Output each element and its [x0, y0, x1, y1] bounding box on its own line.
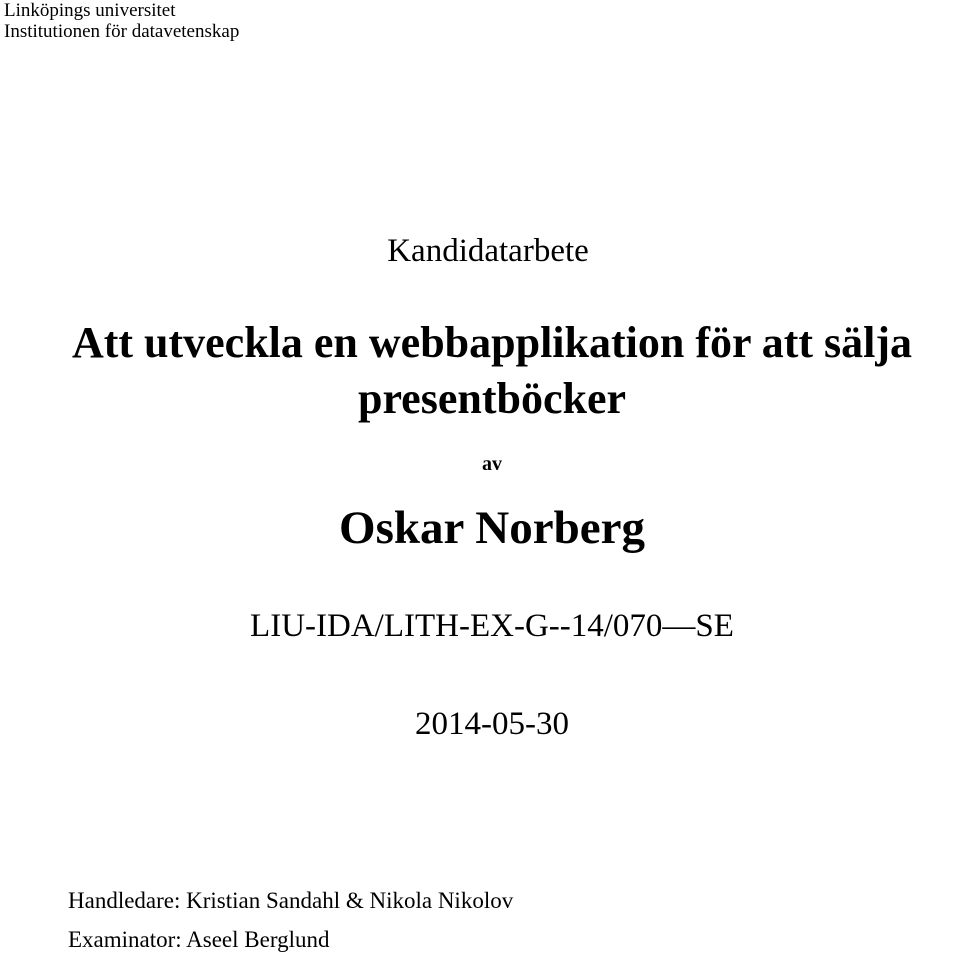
supervisor-line: Handledare: Kristian Sandahl & Nikola Nikolov — [68, 888, 514, 913]
title-line-2: presentböcker — [357, 374, 627, 423]
report-number: LIU-IDA/LITH-EX-G--14/070—SE — [250, 608, 734, 644]
by-label: av — [482, 453, 502, 475]
title-line-1: Att utveckla en webbapplikation för att sälja — [71, 318, 913, 367]
author-name: Oskar Norberg — [339, 502, 645, 554]
institution-name: Institutionen för datavetenskap — [4, 21, 240, 42]
university-name: Linköpings universitet — [4, 0, 176, 21]
report-date: 2014-05-30 — [415, 706, 569, 742]
examiner-line: Examinator: Aseel Berglund — [68, 927, 330, 952]
document-type: Kandidatarbete — [387, 233, 589, 269]
